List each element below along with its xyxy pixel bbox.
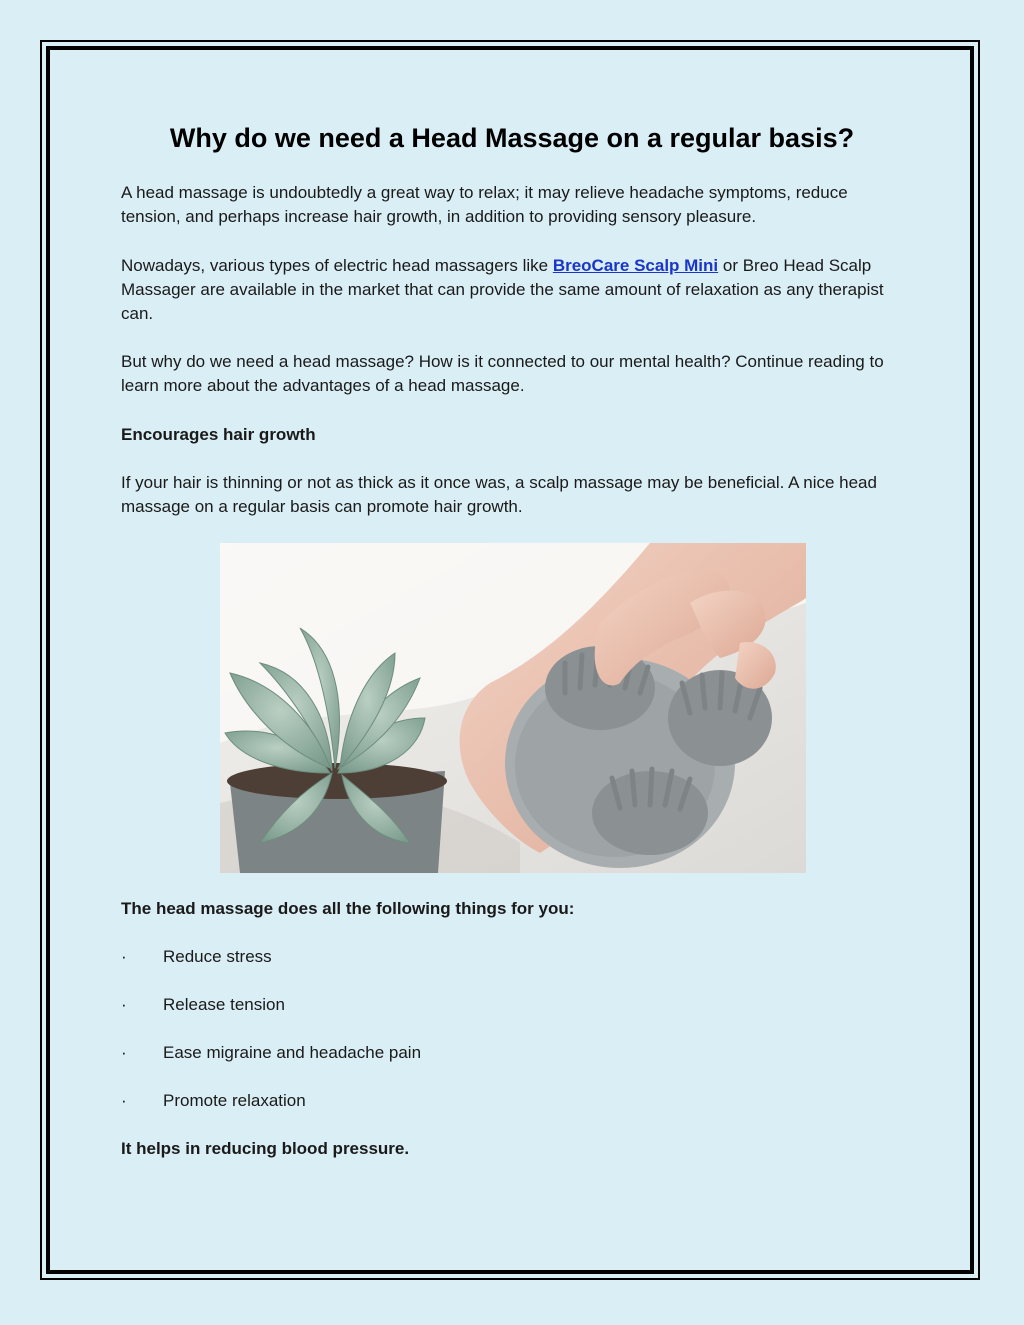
hair-growth-paragraph bbox=[121, 471, 911, 519]
why-paragraph bbox=[121, 350, 911, 398]
hair-growth-text: If your hair is thinning or not as thick as it once was, a scalp massage may be beneficial. A nice head massage on a regular basis can promote hair growth. bbox=[121, 473, 877, 516]
list-item bbox=[121, 1089, 911, 1113]
scalp-massager-photo bbox=[220, 543, 806, 873]
massagers-text-after: or Breo Head Scalp Massager are available in the market that can provide the same amount of relaxation as any therapist can. bbox=[121, 256, 884, 323]
page-title: Why do we need a Head Massage on a regular basis? bbox=[169, 123, 855, 153]
benefit-text: Reduce stress bbox=[163, 947, 272, 966]
bullet-dot: · bbox=[121, 995, 127, 1014]
bullet-dot: · bbox=[121, 1043, 127, 1062]
hair-growth-heading: Encourages hair growth bbox=[121, 425, 316, 444]
benefits-heading: The head massage does all the following things for you: bbox=[121, 899, 575, 918]
benefit-text: Ease migraine and headache pain bbox=[163, 1043, 422, 1062]
closing-statement: It helps in reducing blood pressure. bbox=[121, 1139, 410, 1158]
list-item bbox=[121, 1041, 911, 1065]
why-text: But why do we need a head massage? How is it connected to our mental health? Continue reading to learn more about the advantages of a head massage. bbox=[121, 352, 884, 395]
intro-paragraph bbox=[121, 181, 911, 229]
benefit-text: Promote relaxation bbox=[163, 1091, 306, 1110]
breocare-scalp-mini-link[interactable]: BreoCare Scalp Mini bbox=[552, 256, 719, 275]
massagers-text-before: Nowadays, various types of electric head massagers like bbox=[121, 256, 553, 275]
list-item bbox=[121, 945, 911, 969]
benefit-text: Release tension bbox=[163, 995, 285, 1014]
bullet-dot: · bbox=[121, 1091, 127, 1110]
massagers-paragraph bbox=[121, 254, 911, 326]
intro-text: A head massage is undoubtedly a great way to relax; it may relieve headache symptoms, reduce tension, and perhaps increase hair growth, in addition to providing sensory pleasure. bbox=[121, 183, 848, 226]
bullet-dot: · bbox=[121, 947, 127, 966]
list-item bbox=[121, 993, 911, 1017]
